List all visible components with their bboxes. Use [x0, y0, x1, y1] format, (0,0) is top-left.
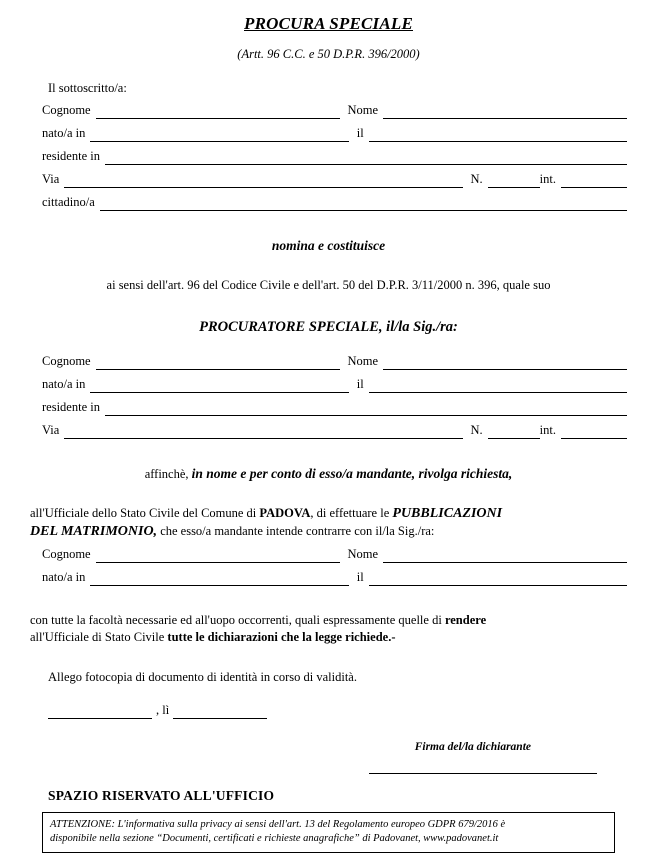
text-facolta-rendere: rendere	[444, 613, 487, 627]
input-numero-civico-attorney[interactable]	[488, 424, 540, 439]
input-numero-civico-declarant[interactable]	[488, 173, 540, 188]
text-comune-padova: PADOVA	[259, 506, 311, 520]
declarant-fields-group	[30, 103, 627, 211]
input-interno-attorney[interactable]	[561, 424, 627, 439]
text-allego-fotocopia: Allego fotocopia di documento di identità in corso di validità.	[48, 670, 357, 684]
text-ai-sensi: ai sensi dell'art. 96 del Codice Civile e dell'art. 50 del D.P.R. 3/11/2000 n. 396, quale suo	[106, 278, 551, 292]
text-facolta-dichiarazioni: tutte le dichiarazioni che la legge richiede.-	[167, 629, 396, 644]
notice-privacy-box	[42, 812, 615, 853]
input-interno-declarant[interactable]	[561, 173, 627, 188]
text-ufficiale-part3: che esso/a mandante intende contrarre con il/la Sig./ra:	[157, 523, 435, 538]
text-pubblicazioni-line1: PUBBLICAZIONI	[392, 506, 503, 521]
input-data-nascita-declarant[interactable]	[369, 127, 627, 142]
attorney-fields-group	[30, 354, 627, 439]
text-facolta-part1: con tutte la facoltà necessarie ed all'uopo occorrenti, quali espressamente quelle di	[30, 613, 445, 627]
field-row-residente-attorney	[30, 400, 627, 416]
input-cognome-declarant[interactable]	[96, 104, 340, 119]
label-residente-in: residente in	[42, 149, 100, 163]
label-firma-dichiarante: Firma del/la dichiarante	[414, 741, 531, 753]
input-nome-attorney[interactable]	[383, 355, 627, 370]
text-pubblicazioni-line2: DEL MATRIMONIO,	[30, 523, 158, 539]
input-nome-declarant[interactable]	[383, 104, 627, 119]
page-subtitle: (Artt. 96 C.C. e 50 D.P.R. 396/2000)	[237, 47, 420, 61]
field-row-nato-il-spouse	[30, 570, 627, 586]
label-nome: Nome	[347, 103, 379, 117]
heading-procuratore-speciale: PROCURATORE SPECIALE, il/la Sig./ra:	[199, 319, 458, 335]
input-firma-dichiarante[interactable]	[369, 771, 597, 774]
input-cittadinanza-declarant[interactable]	[100, 196, 627, 211]
input-cognome-spouse[interactable]	[96, 548, 340, 563]
label-nome: Nome	[347, 354, 379, 368]
label-via: Via	[42, 172, 60, 186]
field-row-nato-il-attorney	[30, 377, 627, 393]
label-via: Via	[42, 423, 60, 437]
label-nato-in: nato/a in	[42, 570, 86, 584]
input-nato-in-declarant[interactable]	[90, 127, 348, 142]
input-via-attorney[interactable]	[64, 424, 462, 439]
label-numero-civico: N.	[470, 172, 483, 186]
input-nato-in-spouse[interactable]	[90, 571, 348, 586]
date-place-row	[30, 703, 627, 719]
field-row-nato-il-declarant	[30, 126, 627, 142]
paragraph-facolta	[30, 612, 627, 645]
field-row-via-attorney	[30, 423, 627, 439]
label-il: il	[356, 126, 364, 140]
label-cognome: Cognome	[42, 547, 91, 561]
label-nato-in: nato/a in	[42, 377, 86, 391]
field-row-via-declarant	[30, 172, 627, 188]
label-li: , lì	[156, 703, 170, 717]
text-ufficiale-part1: all'Ufficiale dello Stato Civile del Comune di	[30, 506, 260, 520]
input-data-nascita-spouse[interactable]	[369, 571, 627, 586]
heading-spazio-riservato: SPAZIO RISERVATO ALL'UFFICIO	[48, 788, 275, 803]
notice-line-1: ATTENZIONE: L'informativa sulla privacy ai sensi dell'art. 13 del Regolamento europeo GDPR 679/2016 è	[50, 819, 506, 830]
text-affinche-emphasis: in nome e per conto di esso/a mandante, rivolga richiesta,	[191, 466, 513, 481]
label-numero-civico: N.	[470, 423, 483, 437]
label-il: il	[356, 570, 364, 584]
page-title: PROCURA SPECIALE	[244, 14, 413, 33]
label-residente-in: residente in	[42, 400, 100, 414]
input-nato-in-attorney[interactable]	[90, 378, 348, 393]
field-row-cognome-nome-spouse	[30, 547, 627, 563]
field-row-cittadinanza-declarant	[30, 195, 627, 211]
text-affinche-prefix: affinchè,	[144, 467, 189, 481]
input-nome-spouse[interactable]	[383, 548, 627, 563]
input-residenza-attorney[interactable]	[105, 401, 627, 416]
spouse-fields-group	[30, 547, 627, 586]
label-nome: Nome	[347, 547, 379, 561]
field-row-cognome-nome-attorney	[30, 354, 627, 370]
intro-line: Il sottoscritto/a:	[48, 81, 127, 95]
paragraph-ufficiale-pubblicazioni	[30, 505, 627, 540]
text-facolta-part2: all'Ufficiale di Stato Civile	[30, 629, 168, 644]
field-row-residente-declarant	[30, 149, 627, 165]
input-via-declarant[interactable]	[64, 173, 462, 188]
label-interno: int.	[539, 423, 556, 437]
label-nato-in: nato/a in	[42, 126, 86, 140]
label-cittadino: cittadino/a	[42, 195, 95, 209]
input-data-nascita-attorney[interactable]	[369, 378, 627, 393]
notice-line-2: disponibile nella sezione “Documenti, certificati e richieste anagrafiche” di Padovanet, www.padovanet.it	[50, 833, 499, 844]
input-residenza-declarant[interactable]	[105, 150, 627, 165]
label-cognome: Cognome	[42, 354, 91, 368]
label-cognome: Cognome	[42, 103, 91, 117]
input-luogo[interactable]	[48, 705, 152, 719]
label-il: il	[356, 377, 364, 391]
text-affinche	[30, 465, 627, 483]
heading-nomina-costituisce: nomina e costituisce	[271, 238, 386, 253]
input-data[interactable]	[173, 705, 267, 719]
input-cognome-attorney[interactable]	[96, 355, 340, 370]
label-interno: int.	[539, 172, 556, 186]
field-row-cognome-nome-declarant	[30, 103, 627, 119]
text-ufficiale-part2: , di effettuare le	[310, 506, 393, 520]
